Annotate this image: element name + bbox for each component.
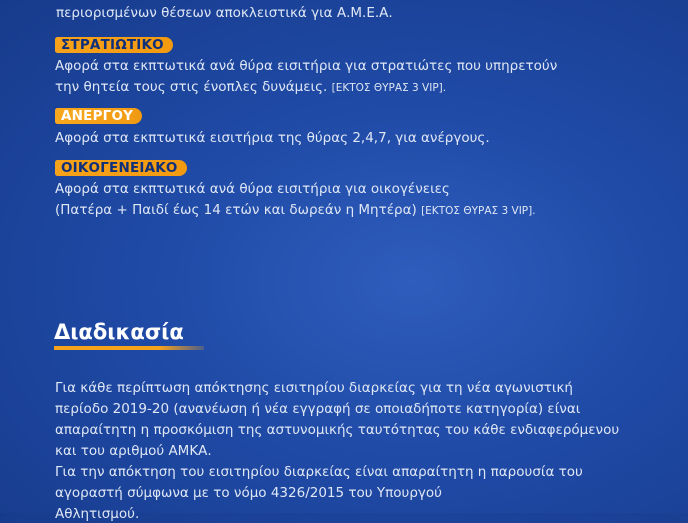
procedure-line: και του αριθμού ΑΜΚΑ. bbox=[55, 443, 212, 459]
military-text-line-1: Αφορά στα εκπτωτικά ανά θύρα εισιτήρια για στρατιώτες που υπηρετούν bbox=[55, 58, 558, 74]
procedure-line: Για κάθε περίπτωση απόκτησης εισιτηρίου διαρκείας για τη νέα αγωνιστική bbox=[55, 380, 573, 396]
family-label: ΟΙΚΟΓΕΝΕΙΑΚΟ bbox=[55, 160, 187, 176]
military-label: ΣΤΡΑΤΙΩΤΙΚΟ bbox=[55, 37, 173, 53]
procedure-title-underline bbox=[54, 346, 204, 350]
family-text-line-1: Αφορά στα εκπτωτικά ανά θύρα εισιτήρια για οικογένειες bbox=[55, 181, 450, 197]
intro-line: περιορισμένων θέσεων αποκλειστικά για Α.Μ.Ε.Α. bbox=[56, 5, 393, 21]
military-text: την θητεία τους στις ένοπλες δυνάμεις. bbox=[55, 79, 328, 95]
procedure-line: απαραίτητη η προσκόμιση της αστυνομικής ταυτότητας του κάθε ενδιαφερόμενου bbox=[55, 422, 620, 438]
procedure-line: Για την απόκτηση του εισιτηρίου διαρκείας είναι απαραίτητη η παρουσία του bbox=[55, 464, 583, 480]
unemployed-label: ΑΝΕΡΓΟΥ bbox=[55, 108, 142, 124]
military-note: [ΕΚΤΟΣ ΘΥΡΑΣ 3 VIP]. bbox=[331, 82, 447, 94]
procedure-line: αγοραστή σύμφωνα με το νόμο 4326/2015 του Υπουργού bbox=[55, 485, 442, 501]
family-note: [ΕΚΤΟΣ ΘΥΡΑΣ 3 VIP]. bbox=[421, 205, 536, 217]
unemployed-text: Αφορά στα εκπτωτικά εισιτήρια της θύρας 2,4,7, για ανέργους. bbox=[55, 130, 490, 146]
family-text: (Πατέρα + Παιδί έως 14 ετών και δωρεάν η Μητέρα) bbox=[55, 202, 417, 218]
family-text-line-2 bbox=[55, 202, 536, 220]
military-text-line-2 bbox=[55, 79, 446, 97]
procedure-line: Αθλητισμού. bbox=[55, 506, 140, 522]
procedure-line: περίοδο 2019-20 (ανανέωση ή νέα εγγραφή σε οποιαδήποτε κατηγορία) είναι bbox=[55, 401, 581, 417]
procedure-title: Διαδικασία bbox=[54, 320, 184, 344]
